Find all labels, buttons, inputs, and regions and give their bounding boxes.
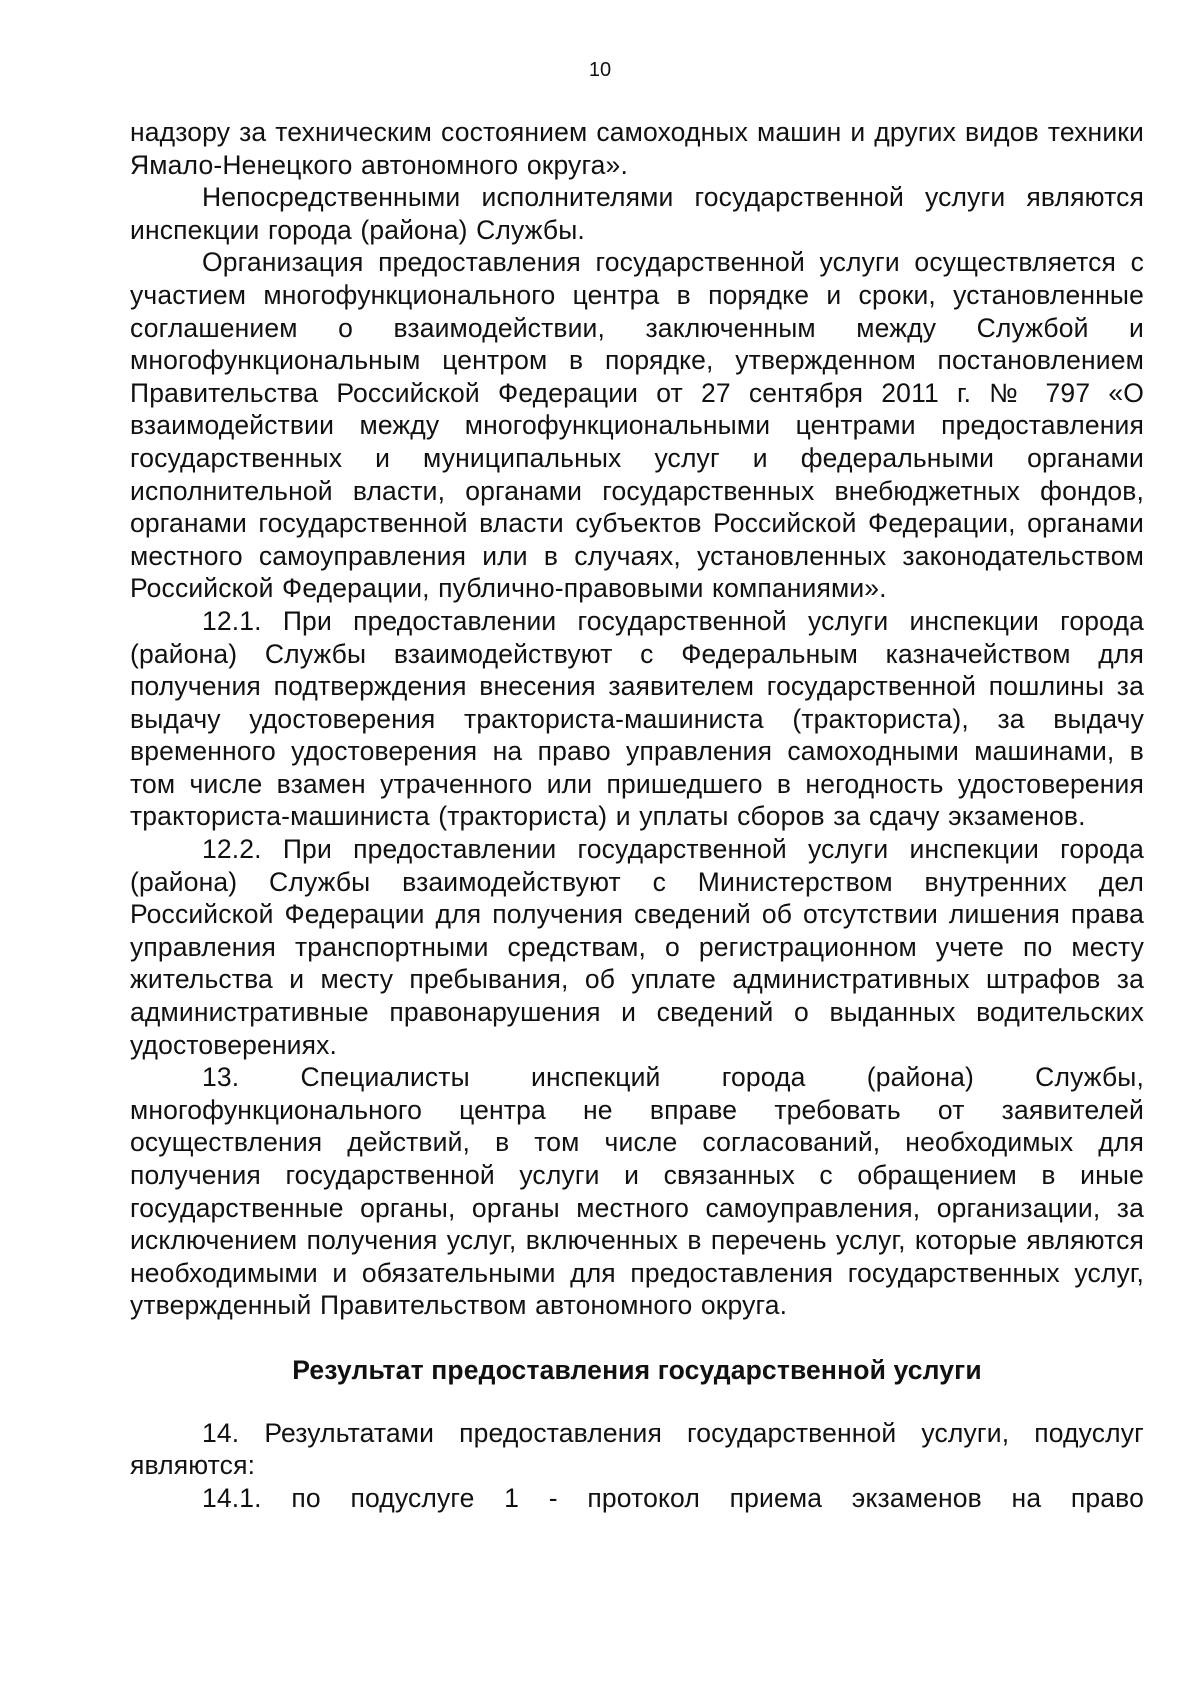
paragraph-13: 13. Специалисты инспекций города (района) Службы, многофункционального центра не вправе требовать от заявителей осуществления действий, в том числе согласований, необходимых для получения государственной услуги и связанных с обращением в иные государственные органы, органы местного самоуправления, организации, за исключением получения услуг, включенных в перечень услуг, которые являются необходимыми и обязательными для предоставления государственных услуг, утвержденный Правительством автономного округа. [130, 1062, 1144, 1321]
document-body [130, 116, 1144, 1514]
page-number: 10 [588, 59, 612, 81]
paragraph-executors: Непосредственными исполнителями государственной услуги являются инспекции города (района) Службы. [130, 182, 1144, 245]
paragraph-14-1: 14.1. по подуслуге 1 - протокол приема экзаменов на право [202, 1482, 1144, 1513]
paragraph-12-2: 12.2. При предоставлении государственной услуги инспекции города (района) Службы взаимодействуют с Министерством внутренних дел Российской Федерации для получения сведений об отсутствии лишения права управления транспортными средствам, о регистрационном учете по месту жительства и месту пребывания, об уплате административных штрафов за административные правонарушения и сведений о выданных водительских удостоверениях. [130, 834, 1144, 1060]
paragraph-continuation: надзору за техническим состоянием самоходных машин и других видов техники Ямало-Ненецкого автономного округа». [130, 117, 1144, 180]
paragraph-12-1: 12.1. При предоставлении государственной услуги инспекции города (района) Службы взаимодействуют с Федеральным казначейством для получения подтверждения внесения заявителем государственной пошлины за выдачу удостоверения тракториста-машиниста (тракториста), за выдачу временного удостоверения на право управления самоходными машинами, в том числе взамен утраченного или пришедшего в негодность удостоверения тракториста-машиниста (тракториста) и уплаты сборов за сдачу экзаменов. [130, 605, 1144, 832]
paragraph-mfc-organization: Организация предоставления государственной услуги осуществляется с участием многофункционального центра в порядке и сроки, установленные соглашением о взаимодействии, заключенным между Службой и многофункциональным центром в порядке, утвержденном постановлением Правительства Российской Федерации от 27 сентября 2011 г. № 797 «О взаимодействии между многофункциональными центрами предоставления государственных и муниципальных услуг и федеральными органами исполнительной власти, органами государственных внебюджетных фондов, органами государственной власти субъектов Российской Федерации, органами местного самоуправления или в случаях, установленных законодательством Российской Федерации, публично-правовыми компаниями». [130, 247, 1144, 604]
section-heading: Результат предоставления государственной услуги [292, 1354, 982, 1385]
paragraph-14: 14. Результатами предоставления государственной услуги, подуслуг являются: [130, 1417, 1144, 1481]
